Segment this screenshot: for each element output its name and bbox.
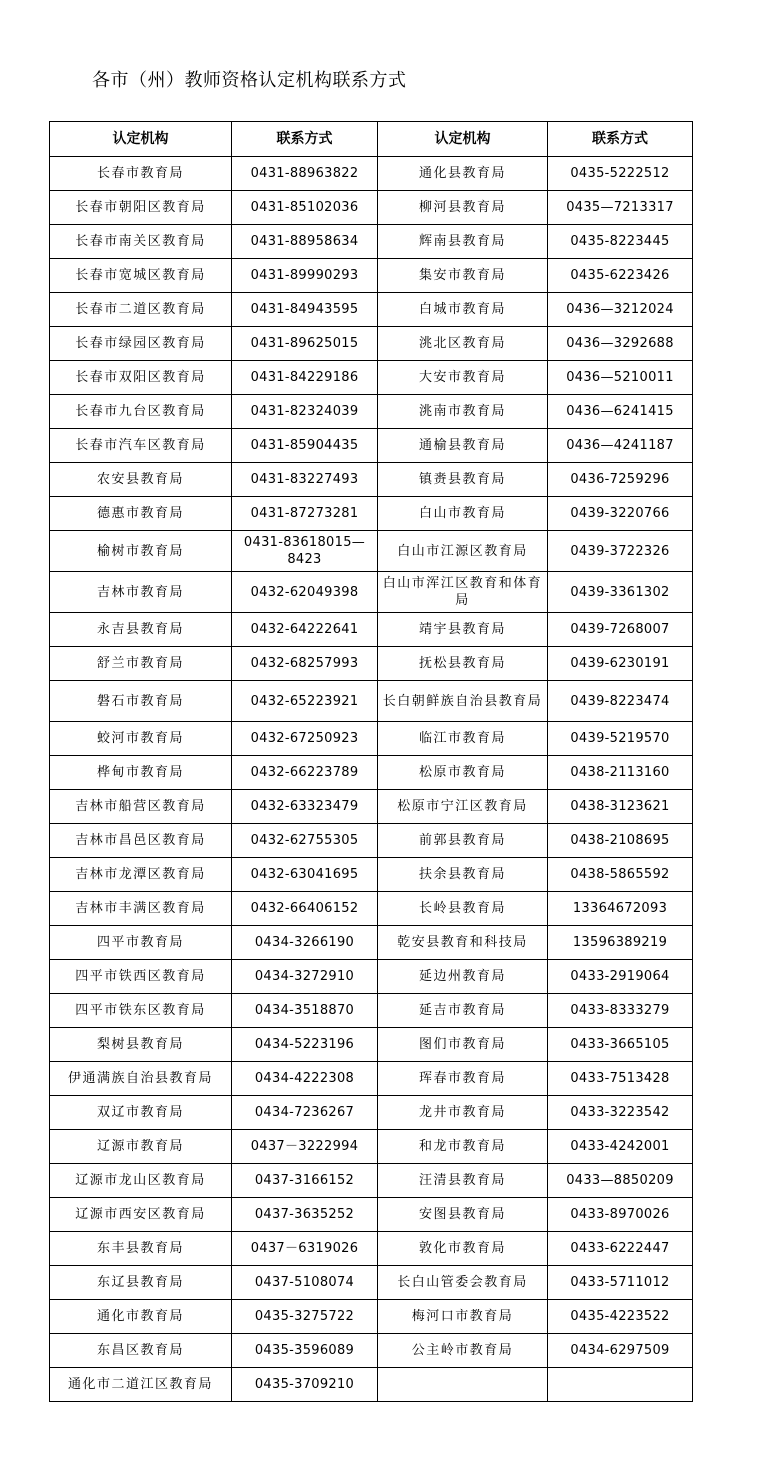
phone-cell: 0433-7513428	[548, 1062, 693, 1096]
table-row	[50, 647, 693, 681]
table-row	[50, 361, 693, 395]
table-row	[50, 531, 693, 572]
phone-cell: 0437-3166152	[232, 1164, 378, 1198]
phone-cell: 0438-5865592	[548, 858, 693, 892]
org-cell: 四平市铁东区教育局	[50, 994, 232, 1028]
table-row	[50, 157, 693, 191]
org-cell: 东昌区教育局	[50, 1334, 232, 1368]
org-cell: 辉南县教育局	[378, 225, 548, 259]
org-cell: 吉林市昌邑区教育局	[50, 824, 232, 858]
phone-cell: 0433-8970026	[548, 1198, 693, 1232]
phone-cell: 0431-89990293	[232, 259, 378, 293]
phone-cell: 0433-8333279	[548, 994, 693, 1028]
contacts-table	[49, 121, 693, 1402]
table-row	[50, 790, 693, 824]
org-cell: 通化县教育局	[378, 157, 548, 191]
org-cell: 伊通满族自治县教育局	[50, 1062, 232, 1096]
table-row	[50, 1232, 693, 1266]
phone-cell: 0432-64222641	[232, 613, 378, 647]
phone-cell: 0431-88958634	[232, 225, 378, 259]
phone-cell: 0434-3272910	[232, 960, 378, 994]
phone-cell: 0436—5210011	[548, 361, 693, 395]
phone-cell: 0431-82324039	[232, 395, 378, 429]
phone-cell: 0439-6230191	[548, 647, 693, 681]
phone-cell: 0435-8223445	[548, 225, 693, 259]
phone-cell: 0434-6297509	[548, 1334, 693, 1368]
table-row	[50, 858, 693, 892]
table-row	[50, 824, 693, 858]
phone-cell: 0436—6241415	[548, 395, 693, 429]
table-row	[50, 293, 693, 327]
header-phone-2: 联系方式	[548, 122, 693, 157]
table-row	[50, 994, 693, 1028]
phone-cell: 0434-7236267	[232, 1096, 378, 1130]
phone-cell: 0432-65223921	[232, 681, 378, 722]
org-cell: 扶余县教育局	[378, 858, 548, 892]
org-cell: 磐石市教育局	[50, 681, 232, 722]
table-body	[50, 157, 693, 1402]
org-cell: 集安市教育局	[378, 259, 548, 293]
phone-cell: 0437-5108074	[232, 1266, 378, 1300]
org-cell: 东丰县教育局	[50, 1232, 232, 1266]
phone-cell: 0438-2113160	[548, 756, 693, 790]
phone-cell: 0432-62049398	[232, 572, 378, 613]
table-row	[50, 259, 693, 293]
phone-cell: 0436—3292688	[548, 327, 693, 361]
table-row	[50, 926, 693, 960]
org-cell: 长白朝鲜族自治县教育局	[378, 681, 548, 722]
org-cell: 龙井市教育局	[378, 1096, 548, 1130]
org-cell: 梅河口市教育局	[378, 1300, 548, 1334]
org-cell: 和龙市教育局	[378, 1130, 548, 1164]
phone-cell: 0439-3722326	[548, 531, 693, 572]
table-row	[50, 1334, 693, 1368]
table-row	[50, 497, 693, 531]
phone-cell: 0432-66406152	[232, 892, 378, 926]
org-cell: 四平市铁西区教育局	[50, 960, 232, 994]
table-row	[50, 572, 693, 613]
org-cell: 吉林市船营区教育局	[50, 790, 232, 824]
org-cell: 通榆县教育局	[378, 429, 548, 463]
phone-cell: 0435-6223426	[548, 259, 693, 293]
phone-cell	[548, 1368, 693, 1402]
table-row	[50, 892, 693, 926]
phone-cell: 0433-3223542	[548, 1096, 693, 1130]
org-cell: 辽源市龙山区教育局	[50, 1164, 232, 1198]
phone-cell: 0433-6222447	[548, 1232, 693, 1266]
org-cell: 延边州教育局	[378, 960, 548, 994]
phone-cell: 0435-5222512	[548, 157, 693, 191]
table-row	[50, 613, 693, 647]
org-cell: 梨树县教育局	[50, 1028, 232, 1062]
org-cell: 前郭县教育局	[378, 824, 548, 858]
header-org-2: 认定机构	[378, 122, 548, 157]
table-row	[50, 1300, 693, 1334]
org-cell: 临江市教育局	[378, 722, 548, 756]
phone-cell: 0433-2919064	[548, 960, 693, 994]
phone-cell: 0439-5219570	[548, 722, 693, 756]
phone-cell: 0435—7213317	[548, 191, 693, 225]
phone-cell: 0435-3709210	[232, 1368, 378, 1402]
org-cell: 抚松县教育局	[378, 647, 548, 681]
phone-cell: 0432-66223789	[232, 756, 378, 790]
org-cell: 桦甸市教育局	[50, 756, 232, 790]
table-row	[50, 1266, 693, 1300]
phone-cell: 0432-62755305	[232, 824, 378, 858]
phone-cell: 0437－3222994	[232, 1130, 378, 1164]
phone-cell: 0435-3596089	[232, 1334, 378, 1368]
phone-cell: 0436—4241187	[548, 429, 693, 463]
org-cell: 柳河县教育局	[378, 191, 548, 225]
table-row	[50, 395, 693, 429]
org-cell: 舒兰市教育局	[50, 647, 232, 681]
org-cell: 松原市宁江区教育局	[378, 790, 548, 824]
table-row	[50, 463, 693, 497]
phone-cell: 0438-3123621	[548, 790, 693, 824]
org-cell: 公主岭市教育局	[378, 1334, 548, 1368]
org-cell: 珲春市教育局	[378, 1062, 548, 1096]
org-cell: 洮北区教育局	[378, 327, 548, 361]
phone-cell: 0431-84229186	[232, 361, 378, 395]
phone-cell: 0433-3665105	[548, 1028, 693, 1062]
org-cell: 长白山管委会教育局	[378, 1266, 548, 1300]
phone-cell: 0435-3275722	[232, 1300, 378, 1334]
table-row	[50, 225, 693, 259]
org-cell: 敦化市教育局	[378, 1232, 548, 1266]
phone-cell: 0433-5711012	[548, 1266, 693, 1300]
phone-cell: 0436-7259296	[548, 463, 693, 497]
phone-cell: 0439-8223474	[548, 681, 693, 722]
table-row	[50, 756, 693, 790]
org-cell: 德惠市教育局	[50, 497, 232, 531]
org-cell: 四平市教育局	[50, 926, 232, 960]
phone-cell: 0435-4223522	[548, 1300, 693, 1334]
org-cell: 长岭县教育局	[378, 892, 548, 926]
table-header-row	[50, 122, 693, 157]
phone-cell: 13364672093	[548, 892, 693, 926]
org-cell: 长春市二道区教育局	[50, 293, 232, 327]
org-cell: 白山市教育局	[378, 497, 548, 531]
table-row	[50, 1062, 693, 1096]
org-cell: 长春市双阳区教育局	[50, 361, 232, 395]
org-cell: 长春市朝阳区教育局	[50, 191, 232, 225]
org-cell: 吉林市教育局	[50, 572, 232, 613]
phone-cell: 0439-3361302	[548, 572, 693, 613]
table-row	[50, 1198, 693, 1232]
page-title: 各市（州）教师资格认定机构联系方式	[92, 70, 407, 91]
phone-cell: 0437-3635252	[232, 1198, 378, 1232]
phone-cell: 0431-89625015	[232, 327, 378, 361]
org-cell: 长春市汽车区教育局	[50, 429, 232, 463]
phone-cell: 0432-63323479	[232, 790, 378, 824]
phone-cell: 0433—8850209	[548, 1164, 693, 1198]
org-cell: 洮南市教育局	[378, 395, 548, 429]
org-cell: 双辽市教育局	[50, 1096, 232, 1130]
table-row	[50, 681, 693, 722]
org-cell: 吉林市龙潭区教育局	[50, 858, 232, 892]
org-cell: 镇赉县教育局	[378, 463, 548, 497]
phone-cell: 0431-84943595	[232, 293, 378, 327]
phone-cell: 0431-83227493	[232, 463, 378, 497]
org-cell: 辽源市教育局	[50, 1130, 232, 1164]
org-cell: 长春市宽城区教育局	[50, 259, 232, 293]
table-row	[50, 960, 693, 994]
org-cell: 通化市二道江区教育局	[50, 1368, 232, 1402]
phone-cell: 0432-67250923	[232, 722, 378, 756]
phone-cell: 0434-4222308	[232, 1062, 378, 1096]
org-cell: 大安市教育局	[378, 361, 548, 395]
table-row	[50, 327, 693, 361]
org-cell: 蛟河市教育局	[50, 722, 232, 756]
phone-cell: 0431-83618015—8423	[232, 531, 378, 572]
org-cell: 安图县教育局	[378, 1198, 548, 1232]
phone-cell: 0431-88963822	[232, 157, 378, 191]
header-phone-1: 联系方式	[232, 122, 378, 157]
table-row	[50, 1096, 693, 1130]
phone-cell: 13596389219	[548, 926, 693, 960]
org-cell: 农安县教育局	[50, 463, 232, 497]
phone-cell: 0431-87273281	[232, 497, 378, 531]
org-cell: 长春市绿园区教育局	[50, 327, 232, 361]
table-row	[50, 1368, 693, 1402]
phone-cell: 0433-4242001	[548, 1130, 693, 1164]
org-cell	[378, 1368, 548, 1402]
table-row	[50, 1130, 693, 1164]
phone-cell: 0434-3518870	[232, 994, 378, 1028]
phone-cell: 0432-63041695	[232, 858, 378, 892]
phone-cell: 0439-3220766	[548, 497, 693, 531]
org-cell: 通化市教育局	[50, 1300, 232, 1334]
org-cell: 东辽县教育局	[50, 1266, 232, 1300]
phone-cell: 0431-85904435	[232, 429, 378, 463]
table-row	[50, 1028, 693, 1062]
org-cell: 白城市教育局	[378, 293, 548, 327]
org-cell: 榆树市教育局	[50, 531, 232, 572]
phone-cell: 0439-7268007	[548, 613, 693, 647]
org-cell: 松原市教育局	[378, 756, 548, 790]
org-cell: 吉林市丰满区教育局	[50, 892, 232, 926]
phone-cell: 0432-68257993	[232, 647, 378, 681]
phone-cell: 0434-3266190	[232, 926, 378, 960]
org-cell: 长春市南关区教育局	[50, 225, 232, 259]
phone-cell: 0437－6319026	[232, 1232, 378, 1266]
org-cell: 白山市浑江区教育和体育局	[378, 572, 548, 613]
phone-cell: 0436—3212024	[548, 293, 693, 327]
phone-cell: 0431-85102036	[232, 191, 378, 225]
org-cell: 图们市教育局	[378, 1028, 548, 1062]
table-row	[50, 429, 693, 463]
org-cell: 永吉县教育局	[50, 613, 232, 647]
header-org-1: 认定机构	[50, 122, 232, 157]
org-cell: 白山市江源区教育局	[378, 531, 548, 572]
org-cell: 乾安县教育和科技局	[378, 926, 548, 960]
table-row	[50, 1164, 693, 1198]
org-cell: 汪清县教育局	[378, 1164, 548, 1198]
phone-cell: 0438-2108695	[548, 824, 693, 858]
org-cell: 长春市九台区教育局	[50, 395, 232, 429]
table-row	[50, 722, 693, 756]
org-cell: 靖宇县教育局	[378, 613, 548, 647]
org-cell: 长春市教育局	[50, 157, 232, 191]
phone-cell: 0434-5223196	[232, 1028, 378, 1062]
org-cell: 辽源市西安区教育局	[50, 1198, 232, 1232]
org-cell: 延吉市教育局	[378, 994, 548, 1028]
table-row	[50, 191, 693, 225]
